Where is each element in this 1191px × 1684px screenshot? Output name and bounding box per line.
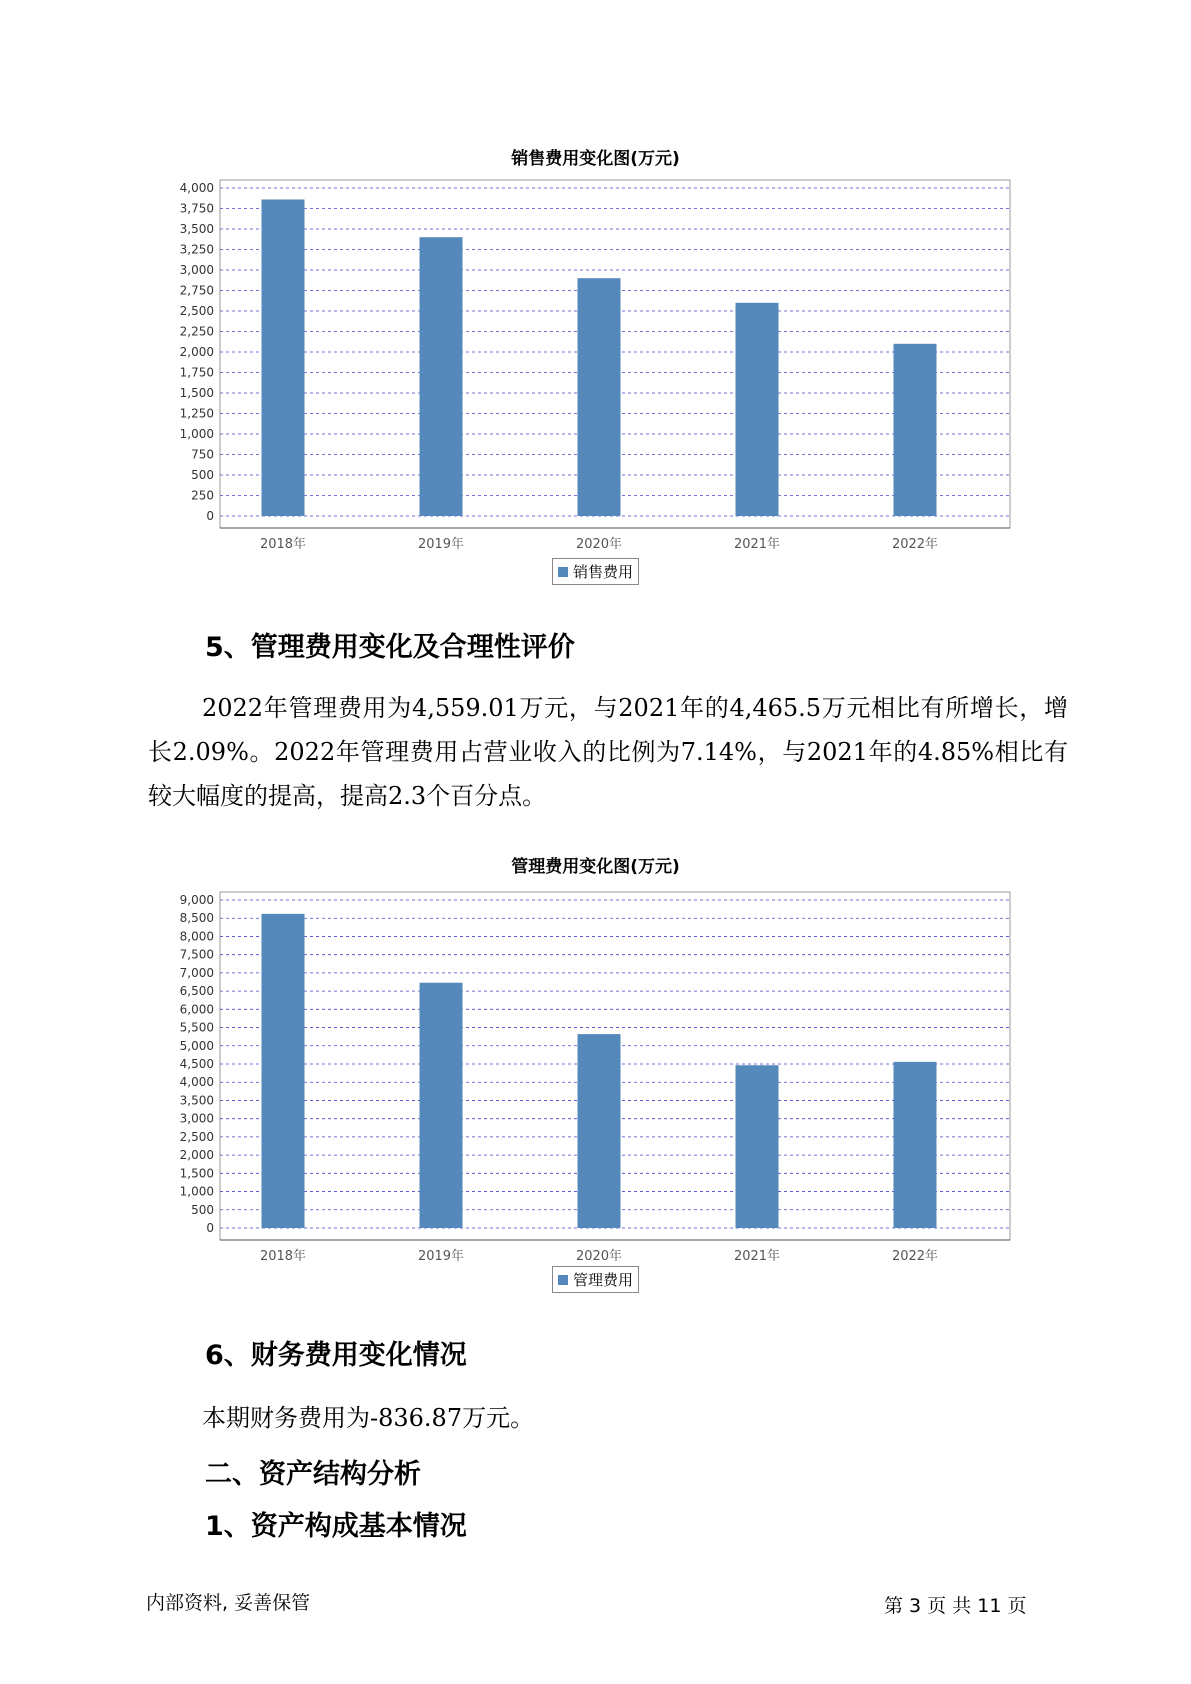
y-tick-label: 1,750 [179, 365, 214, 380]
bar-2018 [262, 914, 305, 1228]
y-tick-label: 7,000 [179, 965, 214, 980]
bar-2019 [420, 237, 463, 516]
sales-chart-title: 销售费用变化图(万元) [511, 149, 680, 169]
sales-expense-chart [0, 160, 1191, 552]
y-tick-label: 500 [191, 468, 214, 482]
bar-2021 [736, 1065, 779, 1228]
section-5-heading: 5、管理费用变化及合理性评价 [205, 632, 575, 663]
x-tick-label: 2022年 [891, 1249, 939, 1264]
part-2-heading: 二、资产结构分析 [205, 1459, 421, 1490]
bar-2020 [578, 1034, 621, 1228]
admin-chart-legend [552, 1266, 639, 1293]
legend-label: 管理费用 [573, 1271, 634, 1289]
bar-2019 [420, 983, 463, 1228]
y-tick-label: 3,000 [179, 263, 214, 277]
y-tick-label: 0 [206, 1221, 214, 1235]
bar-2021 [736, 303, 779, 516]
x-tick-label: 2020年 [575, 1249, 623, 1264]
y-tick-label: 1,500 [179, 1166, 214, 1181]
legend-label: 销售费用 [573, 563, 634, 581]
y-tick-label: 500 [191, 1202, 214, 1217]
legend-swatch [558, 567, 568, 577]
y-tick-label: 1,000 [179, 427, 214, 441]
y-tick-label: 750 [191, 447, 214, 462]
x-tick-label: 2022年 [891, 537, 939, 552]
y-tick-label: 3,750 [179, 201, 214, 216]
x-tick-label: 2018年 [259, 1249, 307, 1264]
y-tick-label: 2,750 [179, 283, 214, 298]
y-tick-label: 2,250 [179, 324, 214, 339]
x-tick-label: 2019年 [417, 1249, 465, 1264]
y-tick-label: 0 [206, 509, 214, 523]
y-tick-label: 3,500 [179, 1093, 214, 1108]
x-tick-label: 2021年 [733, 1249, 781, 1264]
y-tick-label: 8,500 [179, 911, 214, 926]
bar-2022 [894, 1062, 937, 1228]
y-tick-label: 4,500 [179, 1057, 214, 1071]
x-tick-label: 2021年 [733, 537, 781, 552]
admin-expense-chart [0, 872, 1191, 1264]
y-tick-label: 9,000 [179, 893, 214, 907]
legend-swatch [558, 1275, 568, 1285]
y-tick-label: 2,000 [179, 1148, 214, 1163]
footer-confidential: 内部资料, 妥善保管 [146, 1592, 311, 1614]
y-tick-label: 1,500 [179, 386, 214, 400]
x-tick-label: 2019年 [417, 537, 465, 552]
y-tick-label: 250 [191, 488, 214, 503]
sales-chart-legend [552, 558, 639, 585]
section-6-text: 本期财务费用为-836.87万元。 [202, 1404, 535, 1432]
x-tick-label: 2018年 [259, 537, 307, 552]
admin-chart-title: 管理费用变化图(万元) [511, 857, 680, 877]
y-tick-label: 2,500 [179, 304, 214, 318]
y-tick-label: 6,000 [179, 1002, 214, 1017]
y-tick-label: 7,500 [179, 947, 214, 962]
y-tick-label: 4,000 [179, 1075, 214, 1090]
y-tick-label: 1,250 [179, 406, 214, 421]
y-tick-label: 3,250 [179, 242, 214, 257]
x-tick-label: 2020年 [575, 537, 623, 552]
section-5-paragraph: 2022年管理费用为4,559.01万元，与2021年的4,465.5万元相比有所增长，增长2.09%。2022年管理费用占营业收入的比例为7.14%，与2021年的4.85%相比有较大幅度的提高，提高2.3个百分点。 [148, 694, 1068, 810]
bar-2022 [894, 344, 937, 516]
y-tick-label: 1,000 [179, 1184, 214, 1199]
y-tick-label: 8,000 [179, 929, 214, 944]
y-tick-label: 5,500 [179, 1020, 214, 1035]
y-tick-label: 2,000 [179, 345, 214, 359]
y-tick-label: 4,000 [179, 181, 214, 195]
footer-page-number: 第 3 页 共 11 页 [884, 1595, 1027, 1617]
y-tick-label: 2,500 [179, 1129, 214, 1144]
bar-2018 [262, 199, 305, 516]
y-tick-label: 6,500 [179, 984, 214, 999]
section-6-heading: 6、财务费用变化情况 [205, 1340, 467, 1371]
y-tick-label: 3,500 [179, 222, 214, 236]
bar-2020 [578, 278, 621, 516]
y-tick-label: 5,000 [179, 1038, 214, 1053]
y-tick-label: 3,000 [179, 1111, 214, 1126]
sub-1-heading: 1、资产构成基本情况 [205, 1511, 467, 1542]
